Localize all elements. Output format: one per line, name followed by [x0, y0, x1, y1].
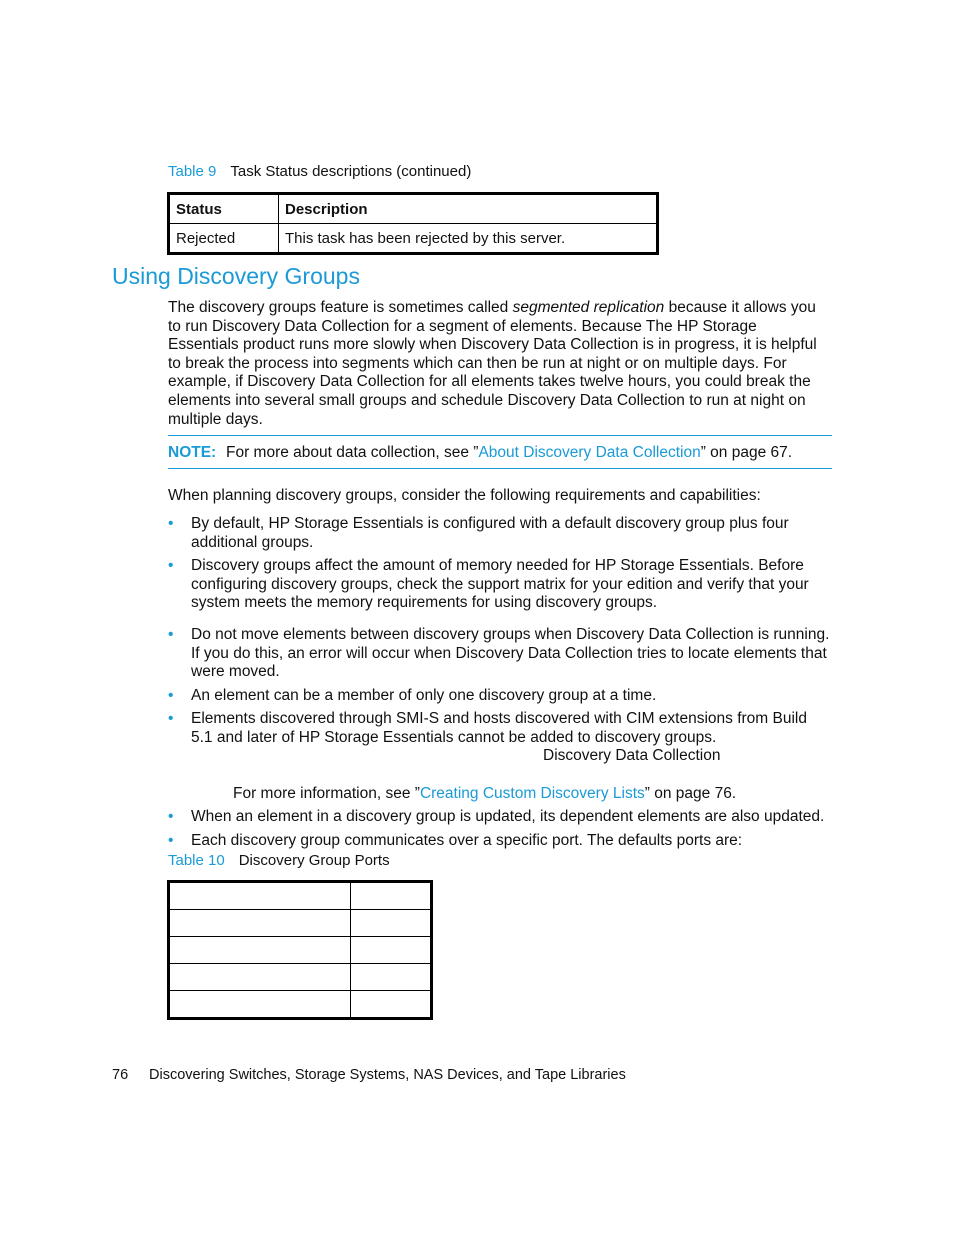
table-cell	[169, 910, 351, 937]
note-box	[168, 435, 832, 469]
bullet-text: Each discovery group communicates over a specific port. The defaults ports are:	[191, 832, 743, 849]
about-ddc-link[interactable]: About Discovery Data Collection	[478, 444, 701, 461]
table10-caption-text: Discovery Group Ports	[238, 852, 390, 869]
table-cell	[351, 991, 432, 1019]
more-info-before: For more information, see ”	[233, 785, 420, 802]
list-item	[168, 626, 832, 686]
bullet-text: When an element in a discovery group is updated, its dependent elements are also updated.	[191, 808, 825, 825]
bullet-icon: •	[168, 626, 174, 643]
list-item	[168, 710, 832, 750]
more-info-after: ” on page 76.	[644, 785, 737, 802]
table-cell	[351, 964, 432, 991]
table9-label: Table 9	[168, 163, 217, 180]
list-item	[168, 515, 832, 555]
bullet-icon: •	[168, 808, 174, 825]
table-header-row	[169, 194, 658, 224]
table-cell-description: This task has been rejected by this server.	[279, 224, 658, 254]
page-number: 76	[112, 1067, 129, 1083]
note-text	[226, 444, 792, 462]
table-row	[169, 964, 432, 991]
creating-custom-discovery-lists-link[interactable]: Creating Custom Discovery Lists	[419, 785, 645, 802]
table-row	[169, 882, 432, 910]
table-cell	[169, 964, 351, 991]
list-item	[168, 557, 832, 617]
bullet-icon: •	[168, 710, 174, 727]
intro-italic-term: segmented replication	[512, 299, 665, 316]
bullet-icon: •	[168, 687, 174, 704]
bullet-text: Discovery groups affect the amount of memory needed for HP Storage Essentials. Before configuring discovery groups, check the support matrix for your edition and verify that your system meets the memory requirements for using discovery groups.	[191, 557, 809, 612]
table-cell	[169, 937, 351, 964]
table-cell	[169, 991, 351, 1019]
ddc-fragment-text: Discovery Data Collection	[543, 747, 721, 764]
table-row	[169, 991, 432, 1019]
intro-text-start: The discovery groups feature is sometimes called	[168, 299, 513, 316]
intro-paragraph	[168, 299, 830, 429]
table9-caption-text: Task Status descriptions (continued)	[230, 163, 472, 180]
note-label: NOTE:	[168, 444, 217, 461]
bullet-text: Elements discovered through SMI-S and hosts discovered with CIM extensions from Build 5.1 and later of HP Storage Essentials cannot be added to discovery groups.	[191, 710, 807, 746]
table-row	[169, 224, 658, 254]
table10-label: Table 10	[168, 852, 225, 869]
note-text-after: ” on page 67.	[700, 444, 793, 461]
table-cell	[169, 882, 351, 910]
table-cell	[351, 937, 432, 964]
column-header-status: Status	[169, 194, 279, 224]
table9-caption	[168, 163, 471, 181]
table-cell	[351, 910, 432, 937]
table10-caption	[168, 852, 390, 870]
note-text-before: For more about data collection, see ”	[226, 444, 479, 461]
bullet-text: By default, HP Storage Essentials is configured with a default discovery group plus four additional groups.	[191, 515, 789, 551]
list-item	[168, 832, 832, 852]
bullet-icon: •	[168, 832, 174, 849]
column-header-description: Description	[279, 194, 658, 224]
planning-paragraph: When planning discovery groups, consider the following requirements and capabilities:	[168, 487, 761, 504]
table-cell	[351, 882, 432, 910]
discovery-group-ports-table	[167, 880, 433, 1020]
table-row	[169, 937, 432, 964]
table-row	[169, 910, 432, 937]
bullet-icon: •	[168, 557, 174, 574]
intro-text-end: because it allows you to run Discovery Data Collection for a segment of elements. Because The HP Storage Essentials product runs more slowly when Discovery Data Collection is in progress, it is helpful to break the process into segments which can then be run at night or on multiple days. For example, if Discovery Data Collection for all elements takes twelve hours, you could break the elements into several small groups and schedule Discovery Data Collection to run at night on multiple days.	[168, 299, 817, 428]
table-cell-status: Rejected	[169, 224, 279, 254]
chapter-title: Discovering Switches, Storage Systems, NAS Devices, and Tape Libraries	[149, 1067, 626, 1083]
bullet-text: An element can be a member of only one discovery group at a time.	[191, 687, 657, 704]
list-item	[168, 808, 832, 828]
bullet-icon: •	[168, 515, 174, 532]
list-item	[168, 687, 832, 707]
task-status-table	[167, 192, 659, 255]
section-heading: Using Discovery Groups	[112, 263, 360, 289]
more-info-text	[233, 785, 736, 804]
bullet-text: Do not move elements between discovery groups when Discovery Data Collection is running. If you do this, an error will occur when Discovery Data Collection tries to locate elements that were moved.	[191, 626, 830, 681]
